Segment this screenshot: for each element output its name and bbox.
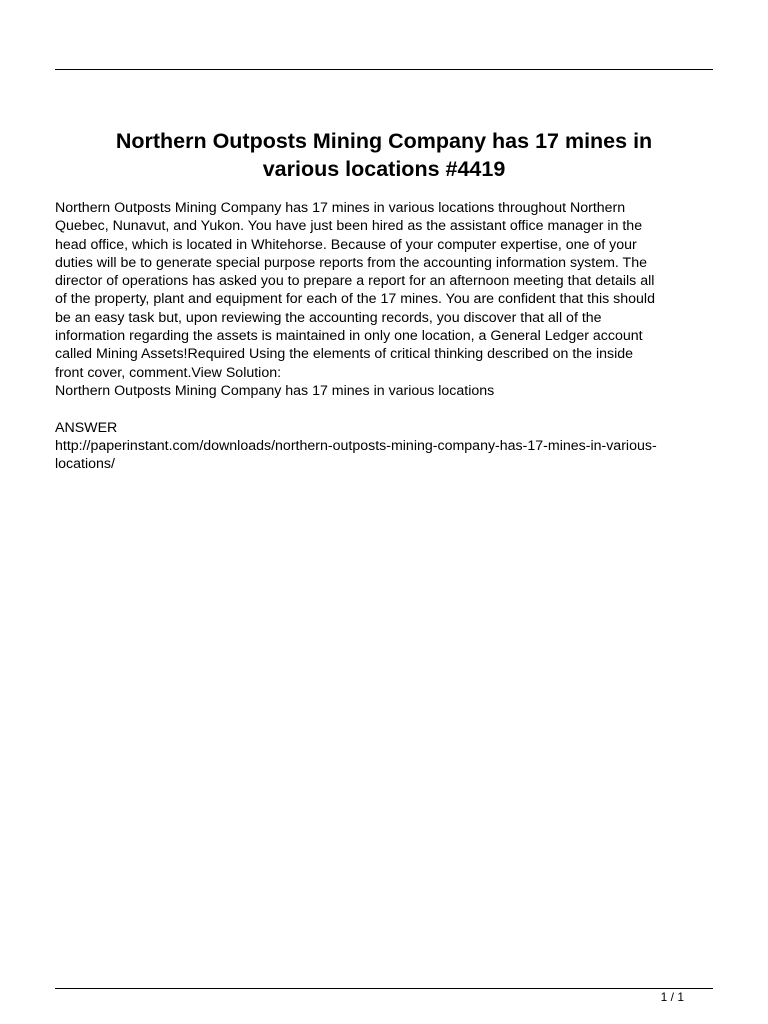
answer-heading: ANSWER (55, 420, 118, 436)
header-rule (55, 69, 713, 70)
answer-link[interactable]: http://paperinstant.com/downloads/northern-outposts-mining-company-has-17-mines-in-various- locations/ (55, 438, 657, 473)
page-title: Northern Outposts Mining Company has 17 mines in various locations #4419 (115, 129, 653, 181)
body-paragraph: Northern Outposts Mining Company has 17 mines in various locations throughout Northern Quebec, Nunavut, and Yukon. You have just been hired as the assistant office manager in the head office, which is located in Whitehorse. Because of your computer expertise, one of your duties will be to generate special purpose reports from the accounting information system. The director of operations has asked you to prepare a report for an afternoon meeting that details all of the property, plant and equipment for each of the 17 mines. You are confident that this should be an easy task but, upon reviewing the accounting records, you discover that all of the information regarding the assets is maintained in only one location, a General Ledger account called Mining Assets!Required Using the elements of critical thinking described on the inside front cover, comment.View Solution: Northern Outposts Mining Company has 17 mines in various locations (55, 200, 655, 399)
footer-rule (55, 988, 713, 989)
page-number: 1 / 1 (660, 990, 684, 1004)
